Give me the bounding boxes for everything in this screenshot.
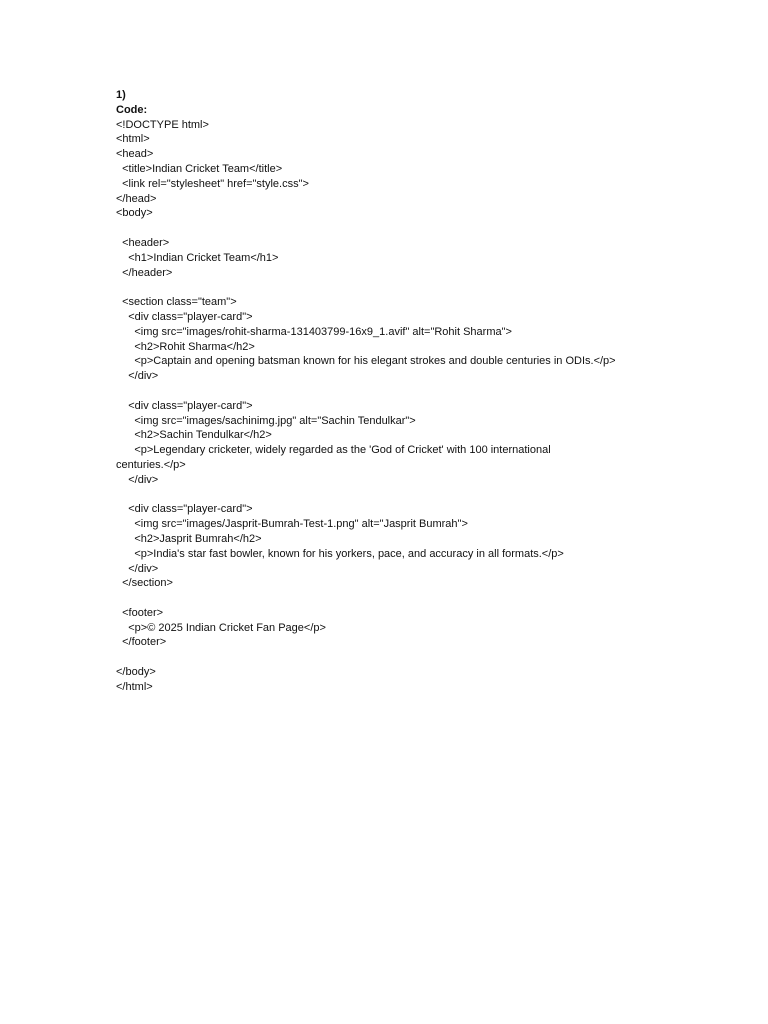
code-line: <img src="images/sachinimg.jpg" alt="Sachin Tendulkar">	[116, 414, 416, 427]
code-line: <!DOCTYPE html>	[116, 118, 209, 131]
code-line: </html>	[116, 680, 153, 693]
code-line: <p>© 2025 Indian Cricket Fan Page</p>	[116, 621, 326, 634]
code-line: </section>	[116, 577, 173, 590]
code-line: <html>	[116, 133, 150, 146]
code-line: <h2>Rohit Sharma</h2>	[116, 340, 255, 353]
code-line: </head>	[116, 192, 157, 205]
code-line	[116, 650, 716, 665]
code-line	[116, 384, 716, 399]
code-line	[116, 488, 716, 503]
code-label: Code:	[116, 103, 148, 116]
code-line: <h2>Sachin Tendulkar</h2>	[116, 429, 272, 442]
code-line: </div>	[116, 473, 159, 486]
code-line: <div class="player-card">	[116, 503, 253, 516]
code-block	[116, 118, 716, 695]
code-line: <div class="player-card">	[116, 399, 253, 412]
question-number: 1)	[116, 89, 126, 101]
code-line: </div>	[116, 370, 159, 383]
code-line: <h1>Indian Cricket Team</h1>	[116, 251, 279, 264]
code-line	[116, 591, 716, 606]
code-line: <head>	[116, 148, 154, 161]
code-line: <header>	[116, 236, 170, 249]
code-line	[116, 280, 716, 295]
code-line: </header>	[116, 266, 173, 279]
code-line	[116, 221, 716, 236]
document-page	[116, 88, 716, 695]
code-line: </body>	[116, 666, 156, 679]
code-line: <section class="team">	[116, 296, 237, 309]
code-line: <img src="images/Jasprit-Bumrah-Test-1.png" alt="Jasprit Bumrah">	[116, 518, 468, 531]
code-line: </div>	[116, 562, 159, 575]
code-line: </footer>	[116, 636, 167, 649]
code-line: <footer>	[116, 606, 164, 619]
code-line: <link rel="stylesheet" href="style.css">	[116, 177, 309, 190]
code-line: <p>India's star fast bowler, known for his yorkers, pace, and accuracy in all formats.</p>	[116, 547, 564, 560]
code-line: centuries.</p>	[116, 458, 186, 471]
code-line: <div class="player-card">	[116, 310, 253, 323]
code-line: <h2>Jasprit Bumrah</h2>	[116, 532, 262, 545]
code-line: <p>Legendary cricketer, widely regarded as the 'God of Cricket' with 100 international	[116, 444, 551, 457]
code-line: <img src="images/rohit-sharma-131403799-16x9_1.avif" alt="Rohit Sharma">	[116, 325, 512, 338]
code-line: <title>Indian Cricket Team</title>	[116, 162, 283, 175]
code-line: <p>Captain and opening batsman known for his elegant strokes and double centuries in ODIs.</p>	[116, 355, 616, 368]
code-line: <body>	[116, 207, 153, 220]
